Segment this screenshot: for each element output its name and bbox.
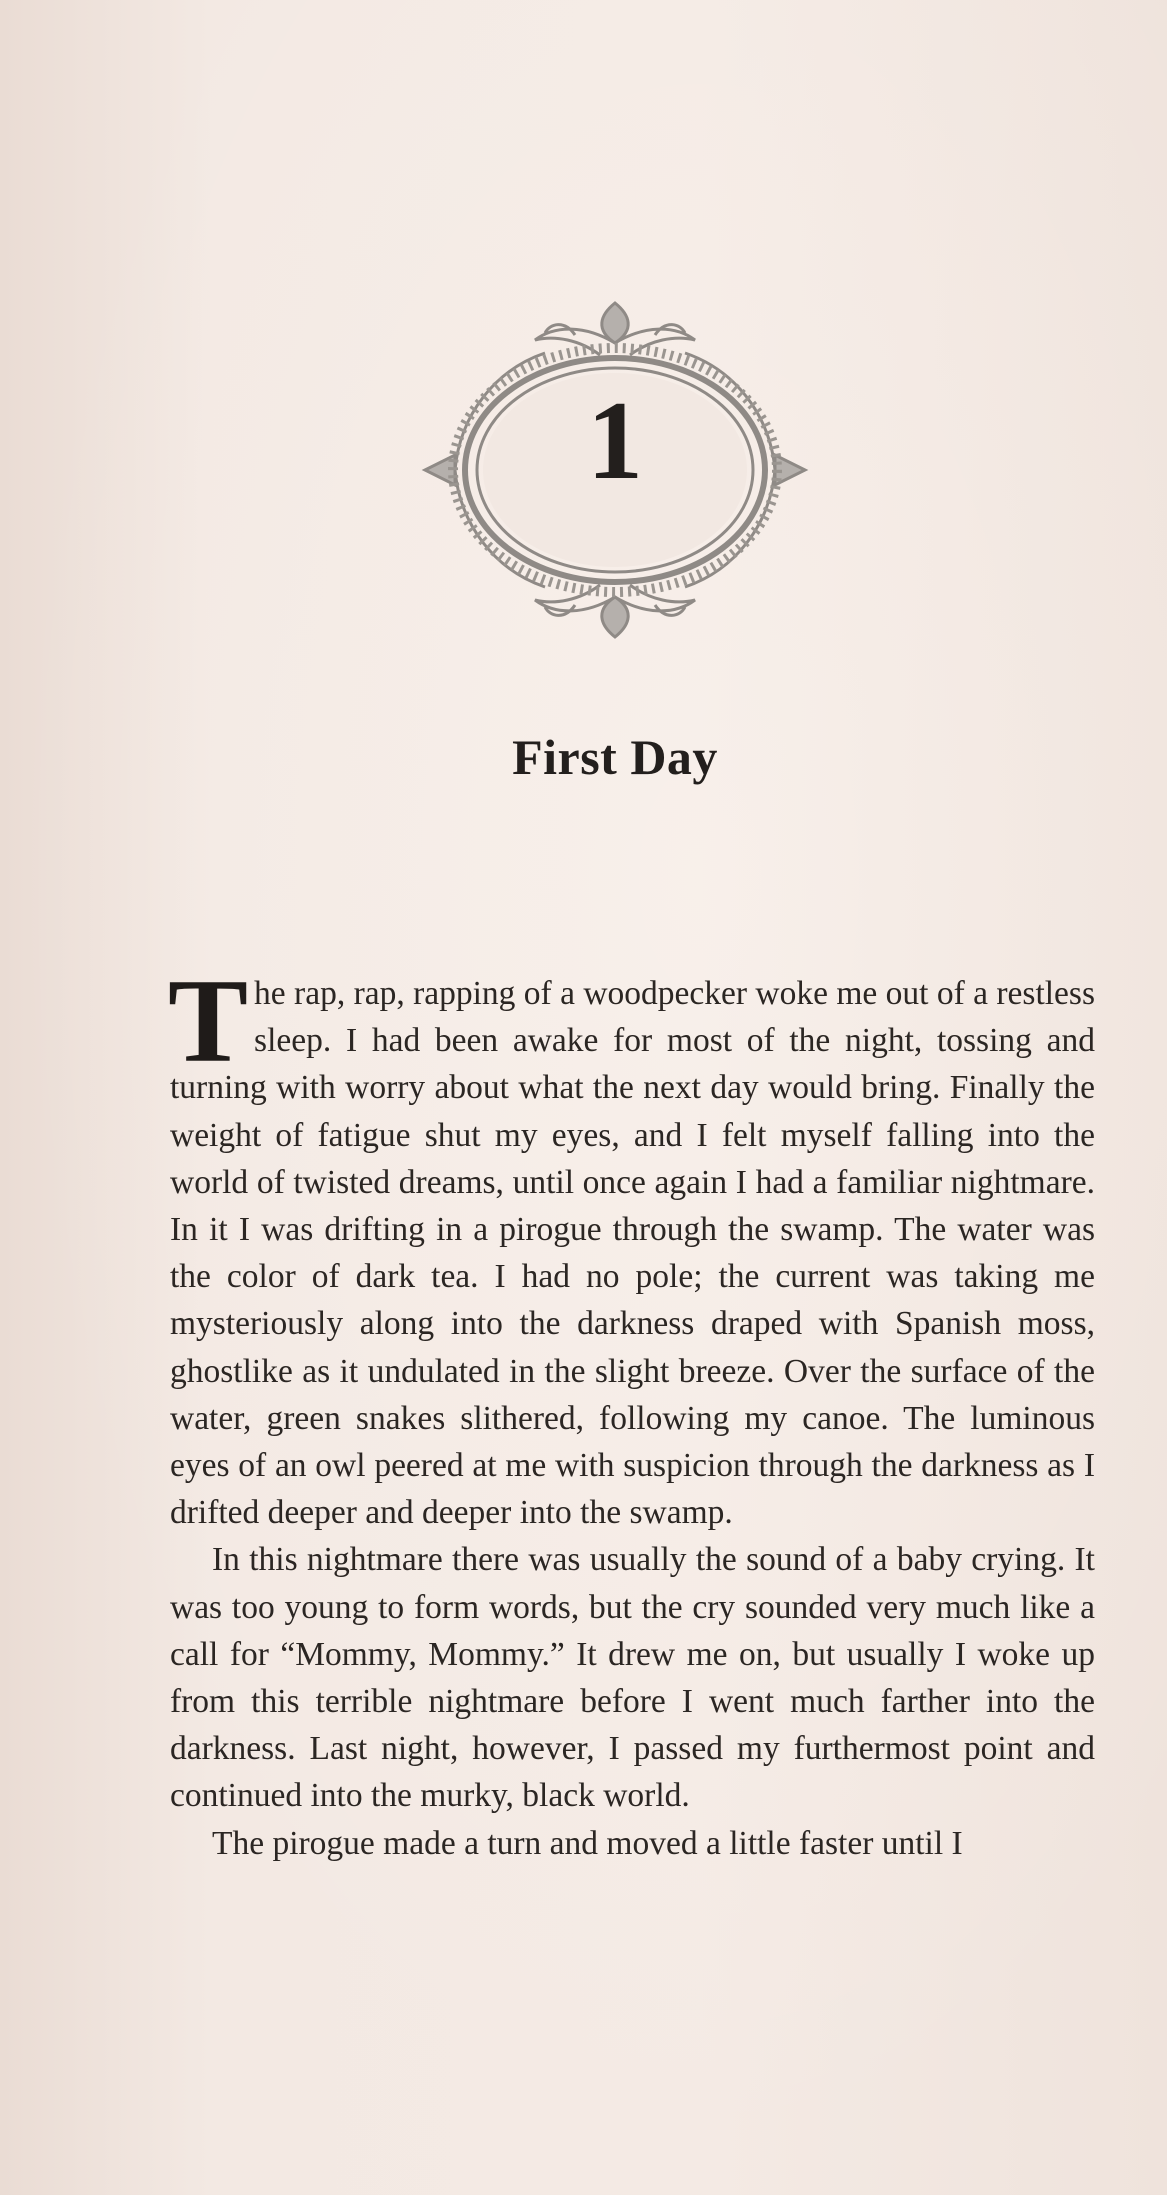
paragraph [168,954,1095,1536]
chapter-title: First Day [512,729,718,785]
paragraph: In this nightmare there was usually the sound of a baby crying. It was too young to form words, but the cry sounded very much like a call for “Mommy, Mommy.” It drew me on, but usually I woke up from this terrible nightmare before I went much farther into the darkness. Last night, however, I passed my furthermost point and continued into the murky, black world. [170,1541,1095,1815]
paragraph-text: he rap, rap, rapping of a woodpecker woke me out of a restless sleep. I had been awake for most of the night, tossing and turning with worry about what the next day would bring. Finally the weight of fatigue shut my eyes, and I felt myself falling into the world of twisted dreams, until once again I had a familiar nightmare. In it I was drifting in a pirogue through the swamp. The water was the color of dark tea. I had no pole; the current was taking me mysteriously along into the darkness draped with Spanish moss, ghostlike as it undulated in the slight breeze. Over the surface of the water, green snakes slithered, following my canoe. The luminous eyes of an owl peered at me with suspicion through the darkness as I drifted deeper and deeper into the swamp. [170,975,1095,1532]
chapter-body [168,954,1095,1867]
paragraph: The pirogue made a turn and moved a little faster until I [212,1824,963,1862]
drop-cap: T [168,954,249,1087]
chapter-number: 1 [587,379,643,503]
